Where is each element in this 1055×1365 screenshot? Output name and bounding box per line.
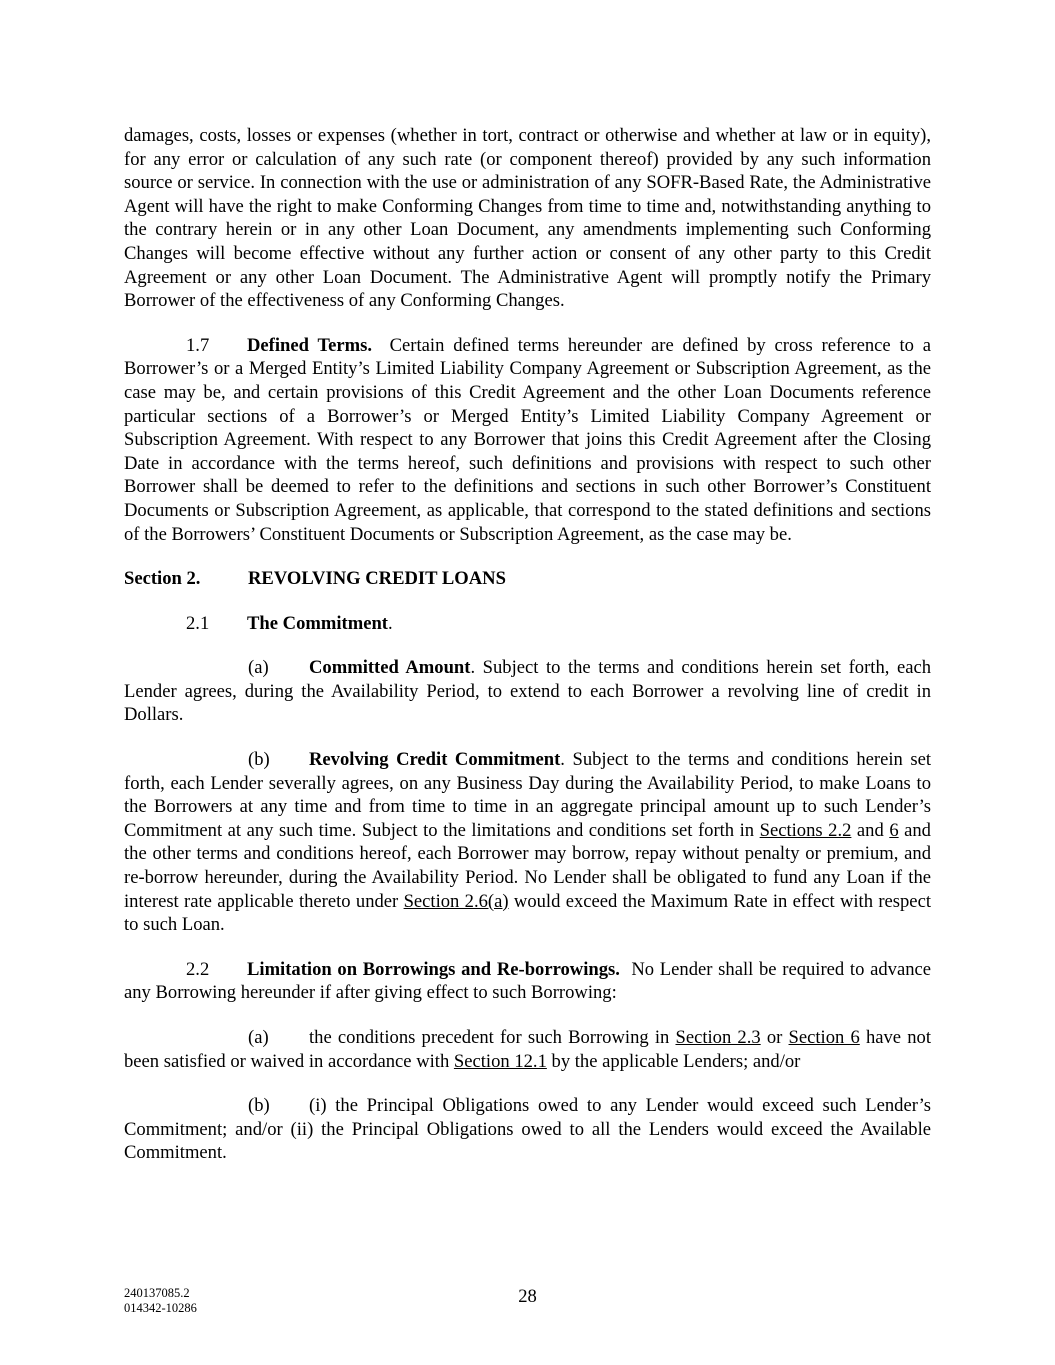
cross-reference-link[interactable]: Section 2.6(a) <box>403 890 509 912</box>
section-2-2-a-text-3: have not been satisfied or waived in accordance with <box>124 1027 931 1072</box>
section-2-title: REVOLVING CREDIT LOANS <box>248 568 506 590</box>
section-2-2-b-text: (i) the Principal Obligations owed to any Lender would exceed such Lender’s Commitment; and/or (ii) the Principal Obligations owed to all the Lenders would exceed the Available Commitment. <box>124 1095 931 1164</box>
section-2-number: Section 2. <box>124 568 201 590</box>
section-2-1-period: . <box>387 612 393 634</box>
section-2-1-b-label: (b) <box>248 749 270 771</box>
section-2-1-b-text-2: and <box>851 819 890 841</box>
section-2-2-text: No Lender shall be required to advance any Borrowing hereunder if after giving effect to such Borrowing: <box>124 958 931 1004</box>
section-2-1-number: 2.1 <box>186 612 210 634</box>
intro-paragraph: damages, costs, losses or expenses (whether in tort, contract or otherwise and whether at law or in equity), for any error or calculation of any such rate (or component thereof) provided by any such information source or service. In connection with the use or administration of any SOFR-Based Rate, the Administrative Agent will have the right to make Conforming Changes from time to time and, notwithstanding anything to the contrary herein or in any other Loan Document, any amendments implementing such Conforming Changes will become effective without any further action or consent of any other party to this Credit Agreement or any other Loan Document. The Administrative Agent will promptly notify the Primary Borrower of the effectiveness of any Conforming Changes. <box>124 125 931 312</box>
section-2-2-a-text-2: or <box>760 1027 789 1048</box>
section-2-2-a-text-1: the conditions precedent for such Borrowing in <box>309 1027 676 1048</box>
section-1-7-title: Defined Terms. <box>247 334 373 356</box>
cross-reference-link[interactable]: Section 6 <box>788 1027 860 1048</box>
section-2-2-a <box>124 1026 931 1073</box>
section-2-2-a-text-4: by the applicable Lenders; and/or <box>546 1050 801 1072</box>
section-2-1-b-title: Revolving Credit Commitment <box>309 749 561 771</box>
section-2-2-b <box>124 1094 931 1165</box>
section-2-1 <box>124 612 931 636</box>
section-1-7-text: Certain defined terms hereunder are defined by cross reference to a Borrower’s or a Merged Entity’s Limited Liability Company Agreement or Subscription Agreement, as the case may be, and certain provisions of this Credit Agreement and the other Loan Documents reference particular sections of a Borrower’s or Merged Entity’s Limited Liability Company Agreement or Subscription Agreement. With respect to any Borrower that joins this Credit Agreement after the Closing Date in accordance with the terms hereof, such definitions and provisions with respect to such other Borrower shall be deemed to refer to the definitions and sections in such other Borrower’s Constituent Documents or Subscription Agreement, as applicable, that correspond to the stated definitions and sections of the Borrowers’ Constituent Documents or Subscription Agreement, as the case may be. <box>124 334 932 545</box>
section-2-heading <box>124 567 931 591</box>
section-2-1-a <box>124 656 931 727</box>
section-2-2-b-label: (b) <box>248 1095 270 1117</box>
section-2-2 <box>124 958 931 1005</box>
cross-reference-link[interactable]: Section 2.3 <box>675 1027 761 1048</box>
section-2-1-a-label: (a) <box>248 657 269 679</box>
section-2-1-b-text-4: would exceed the Maximum Rate in effect with respect to such Loan. <box>124 890 931 936</box>
section-2-1-a-title: Committed Amount <box>309 657 471 679</box>
section-1-7-number: 1.7 <box>186 334 210 356</box>
footer-doc-id-1: 240137085.2 <box>124 1286 190 1300</box>
section-2-2-a-label: (a) <box>248 1027 269 1048</box>
document-body <box>124 124 931 1165</box>
cross-reference-link[interactable]: Section 12.1 <box>453 1050 547 1072</box>
section-2-1-title: The Commitment <box>247 612 388 634</box>
section-2-1-b <box>124 748 931 937</box>
page-number: 28 <box>518 1286 537 1307</box>
section-2-1-b-text-3: and the other terms and conditions hereof, each Borrower may borrow, repay without penalty or premium, and re-borrow hereunder, during the Availability Period. No Lender shall be obligated to fund any Loan if the interest rate applicable thereto under <box>124 819 931 912</box>
section-2-1-b-text-1: . Subject to the terms and conditions herein set forth, each Lender severally agrees, on any Business Day during the Availability Period, to make Loans to the Borrowers at any time and from time to time in an aggregate principal amount up to such Lender’s Commitment at any such time. Subject to the limitations and conditions set forth in <box>124 749 932 841</box>
cross-reference-link[interactable]: 6 <box>889 819 899 841</box>
section-2-1-a-text: . Subject to the terms and conditions herein set forth, each Lender agrees, during the Availability Period, to extend to each Borrower a revolving line of credit in Dollars. <box>124 657 932 726</box>
section-2-2-number: 2.2 <box>186 958 210 980</box>
section-2-2-title: Limitation on Borrowings and Re-borrowings. <box>247 958 620 980</box>
footer-doc-id-2: 014342-10286 <box>124 1301 197 1315</box>
cross-reference-link[interactable]: Sections 2.2 <box>759 819 852 841</box>
section-1-7 <box>124 334 931 546</box>
